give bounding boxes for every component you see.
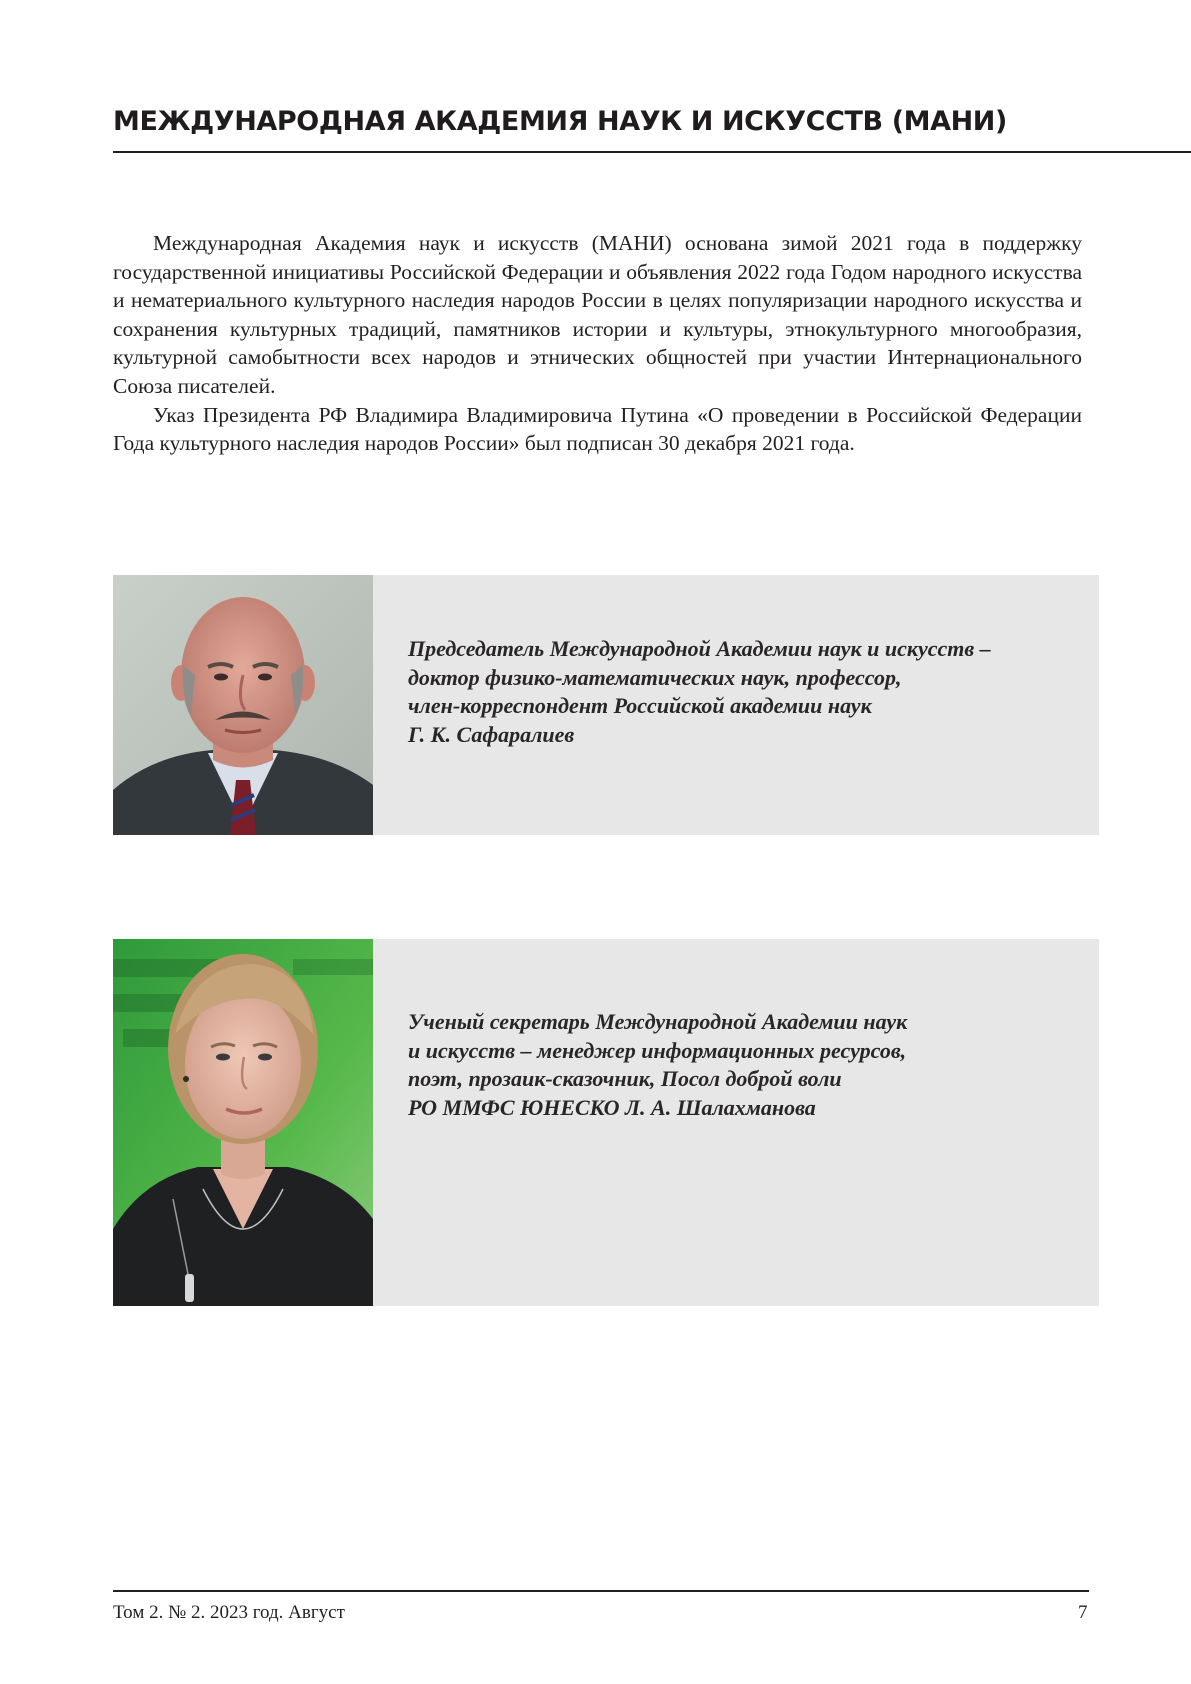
portrait-photo	[113, 575, 373, 835]
article-paragraph: Указ Президента РФ Владимира Владимировича Путина «О проведении в Российской Федерации Года культурного наследия народов России» был подписан 30 декабря 2021 года.	[113, 402, 1082, 456]
article-body	[113, 229, 1082, 458]
profile-card	[113, 575, 1099, 835]
caption-line: Г. К. Сафаралиев	[408, 721, 575, 747]
article-paragraph: Международная Академия наук и искусств (МАНИ) основана зимой 2021 года в поддержку государственной инициативы Российской Федерации и объявления 2022 года Годом народного искусства и нематериального культурного наследия народов России в целях популяризации народного искусства и сохранения культурных традиций, памятников истории и культуры, этнокультурного многообразия, культурной самобытности всех народов и этнических общностей при участии Интернационального Союза писателей.	[113, 231, 1082, 398]
caption-line: Ученый секретарь Международной Академии наук	[408, 1009, 908, 1034]
portrait-photo	[113, 939, 373, 1306]
caption-line: доктор физико-математических наук, профессор,	[408, 664, 902, 690]
caption-line: член-корреспондент Российской академии наук	[408, 693, 872, 718]
caption-line: поэт, прозаик-сказочник, Посол доброй воли	[408, 1066, 842, 1091]
footer-rule	[113, 1590, 1089, 1592]
page-header-title: МЕЖДУНАРОДНАЯ АКАДЕМИЯ НАУК И ИСКУССТВ (МАНИ)	[113, 106, 1007, 137]
caption-line: и искусств – менеджер информационных ресурсов,	[408, 1037, 907, 1063]
caption-line: Председатель Международной Академии наук и искусств –	[408, 636, 991, 661]
profile-card	[113, 939, 1099, 1306]
header-rule	[113, 151, 1191, 153]
page-number: 7	[1078, 1602, 1088, 1623]
caption-line: РО ММФС ЮНЕСКО Л. А. Шалахманова	[408, 1094, 816, 1120]
profile-caption	[408, 635, 1068, 749]
profile-caption	[408, 1008, 1068, 1122]
footer-issue-info: Том 2. № 2. 2023 год. Август	[113, 1602, 345, 1623]
